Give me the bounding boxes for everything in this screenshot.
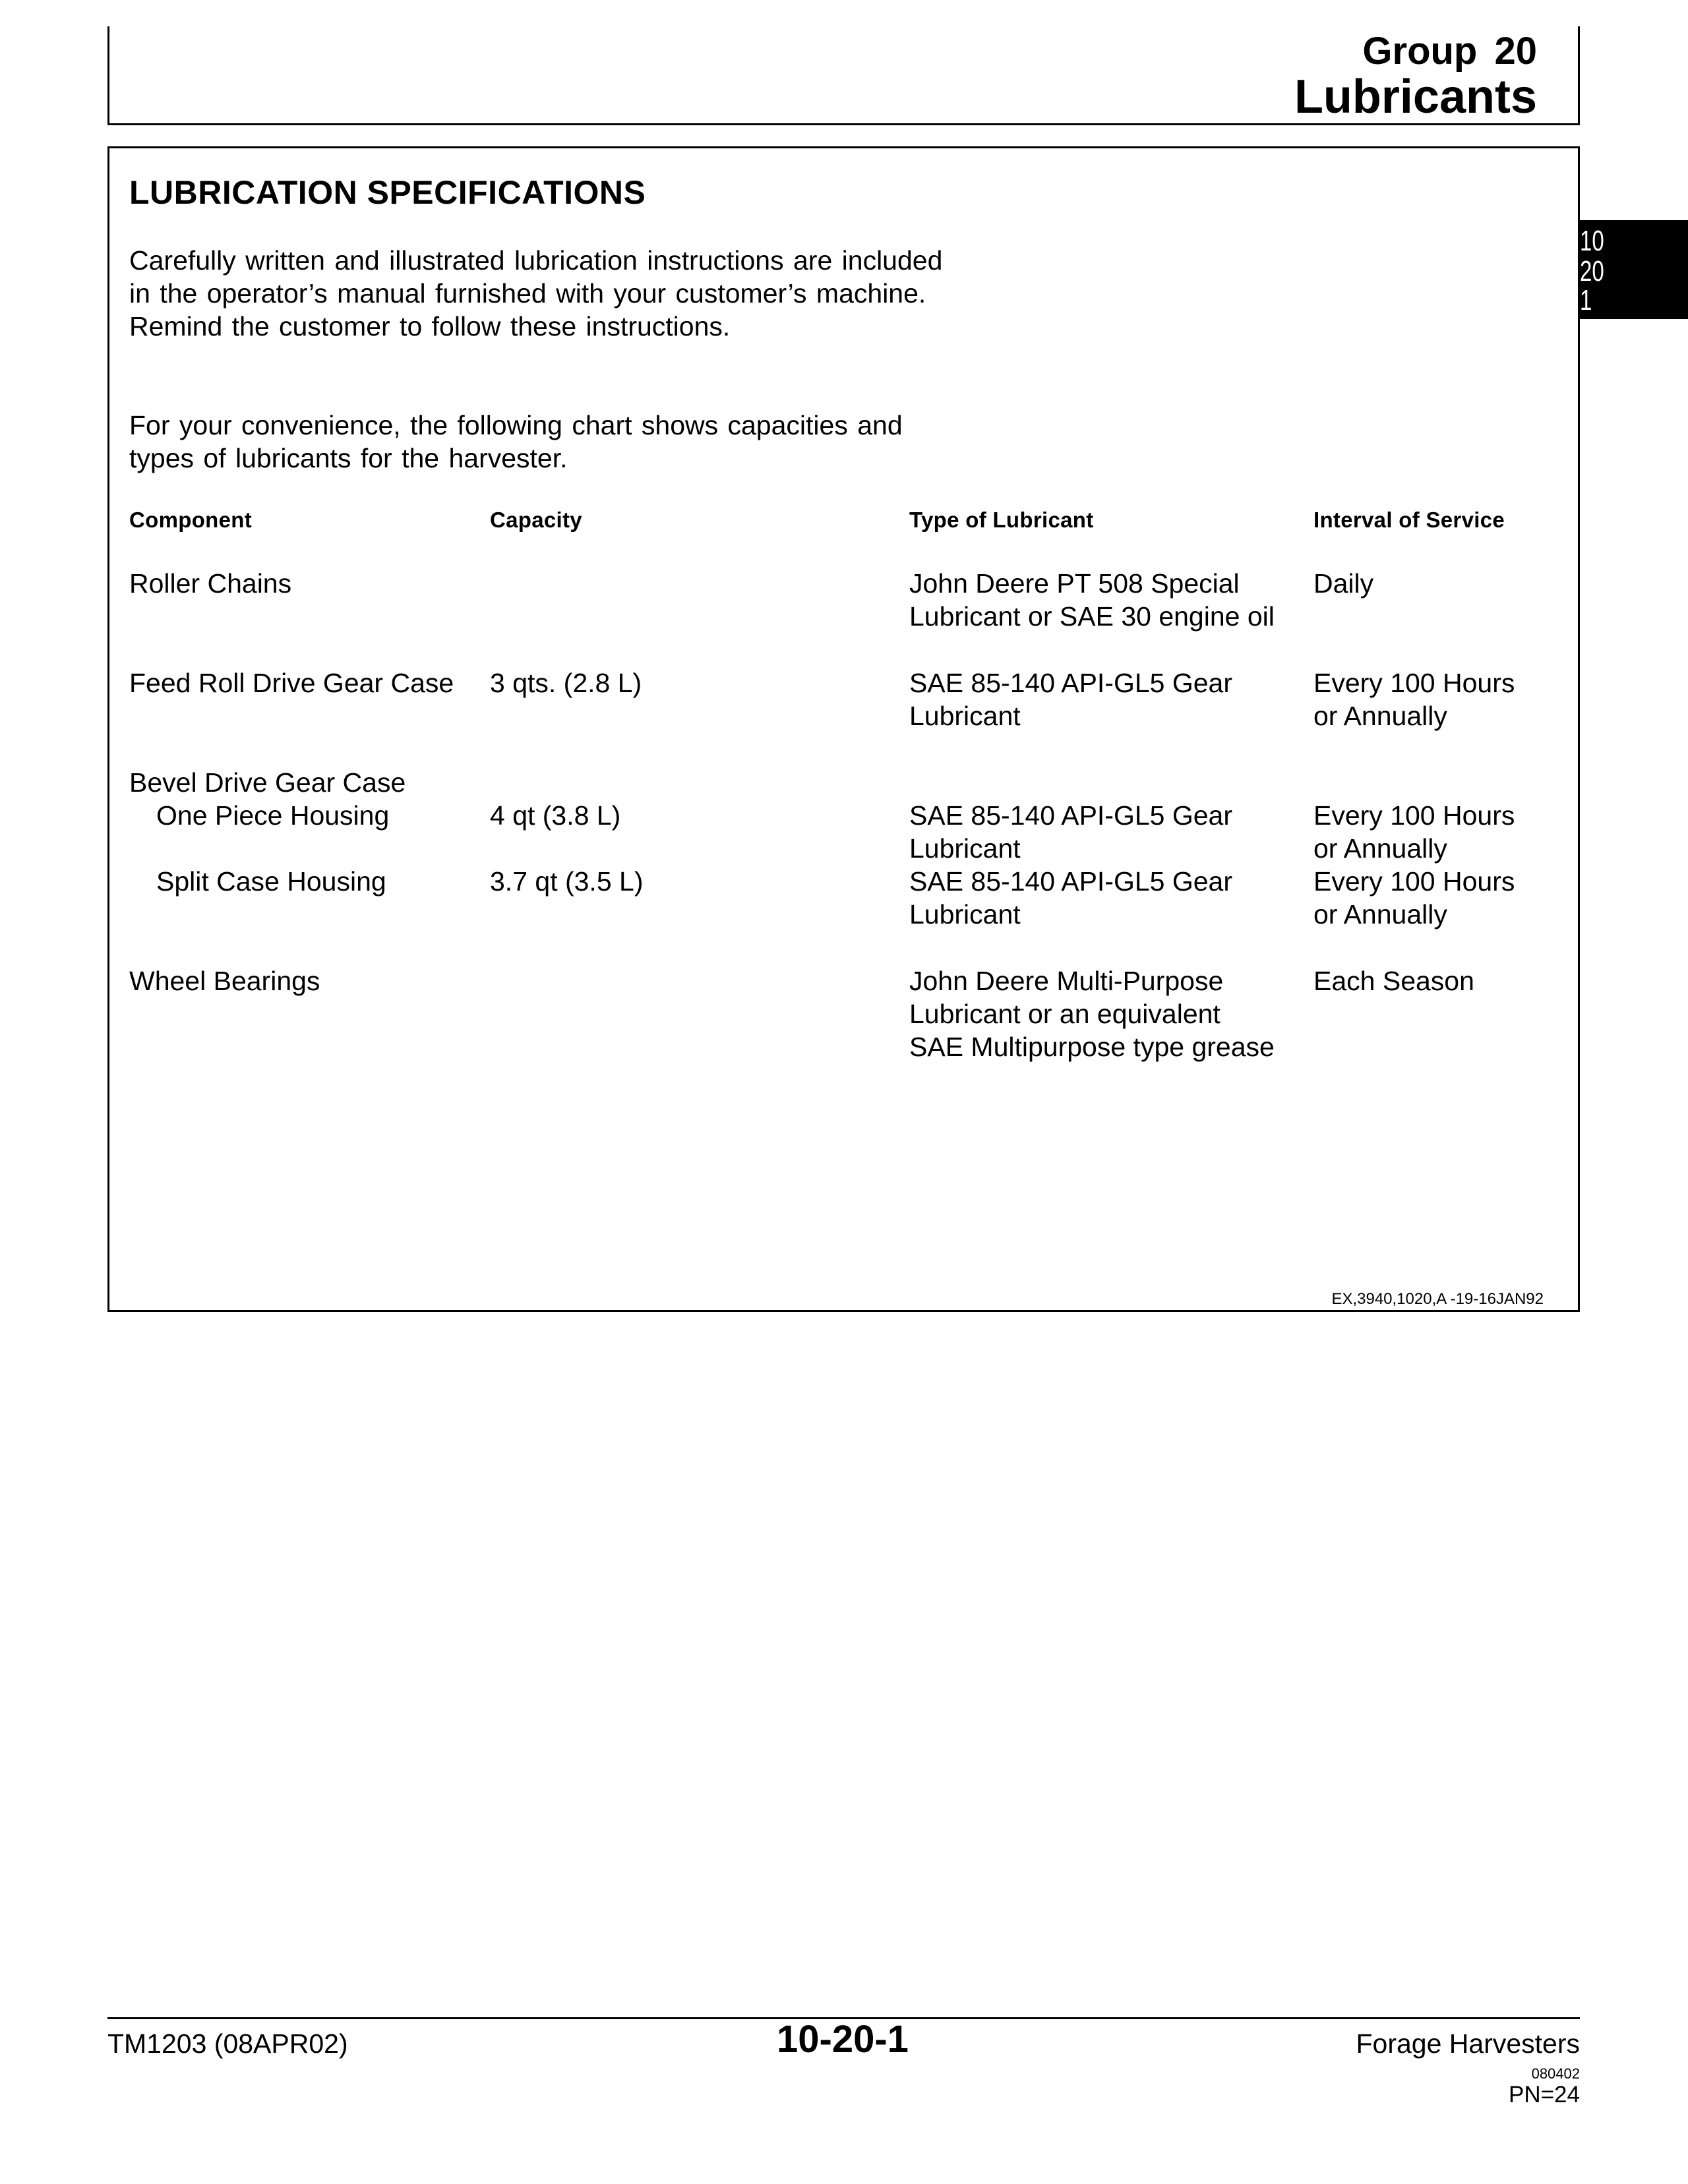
interval-cell: or Annually [1313,899,1447,930]
column-header-interval: Interval of Service [1313,508,1505,532]
lubricant-cell: SAE Multipurpose type grease [909,1032,1275,1062]
thumb-tab-section: 10 [1580,225,1604,257]
lubricant-cell: Lubricant or an equivalent [909,999,1221,1029]
capacity-cell: 3 qts. (2.8 L) [490,668,642,698]
page-number: 10-20-1 [777,2018,909,2061]
lubricant-cell: Lubricant or SAE 30 engine oil [909,601,1275,632]
lubricant-cell: Lubricant [909,701,1021,731]
column-header-component: Component [129,508,253,532]
intro-paragraph: Carefully written and illustrated lubrication instructions are included in the operator’s manual furnished with your customer’s machine. Remind the customer to follow these instructions. [129,245,943,341]
capacity-cell: 4 qt (3.8 L) [490,800,621,831]
manual-id: TM1203 (08APR02) [107,2028,348,2059]
interval-cell: or Annually [1313,833,1447,864]
group-label: Group 20 [1362,30,1537,73]
lubricant-cell: SAE 85-140 API-GL5 Gear [909,866,1232,897]
capacity-cell: 3.7 qt (3.5 L) [490,866,644,897]
thumb-index-tab [1578,220,1688,319]
lubricant-cell: John Deere Multi-Purpose [909,966,1224,996]
interval-cell: Daily [1313,568,1374,599]
chart-intro-paragraph: For your convenience, the following chart shows capacities and types of lubricants for the harvester. [129,410,903,473]
section-heading: LUBRICATION SPECIFICATIONS [129,174,646,211]
component-cell: Split Case Housing [156,866,386,897]
interval-cell: or Annually [1313,701,1447,731]
interval-cell: Every 100 Hours [1313,800,1515,831]
lubricant-cell: SAE 85-140 API-GL5 Gear [909,668,1232,698]
lubrication-specifications-box [107,146,1580,1312]
product-name: Forage Harvesters [1356,2028,1580,2059]
lubricant-cell: SAE 85-140 API-GL5 Gear [909,800,1232,831]
column-header-lubricant: Type of Lubricant [909,508,1094,532]
component-cell: Bevel Drive Gear Case [129,767,406,798]
figure-reference-code: EX,3940,1020,A -19-16JAN92 [1331,1290,1544,1308]
interval-cell: Every 100 Hours [1313,668,1515,698]
column-header-capacity: Capacity [490,508,582,532]
section-title: Lubricants [1294,71,1537,123]
thumb-tab-group: 20 [1580,255,1604,287]
interval-cell: Every 100 Hours [1313,866,1515,897]
thumb-tab-page: 1 [1580,284,1592,316]
lubricant-cell: Lubricant [909,833,1021,864]
interval-cell: Each Season [1313,966,1474,996]
lubricant-cell: Lubricant [909,899,1021,930]
page-header [107,26,1580,125]
lubricant-cell: John Deere PT 508 Special [909,568,1240,599]
pn-code: PN=24 [1509,2082,1580,2108]
component-cell: Roller Chains [129,568,292,599]
component-cell: Wheel Bearings [129,966,320,996]
component-cell: One Piece Housing [156,800,390,831]
date-code: 080402 [1531,2065,1580,2082]
component-cell: Feed Roll Drive Gear Case [129,668,454,698]
